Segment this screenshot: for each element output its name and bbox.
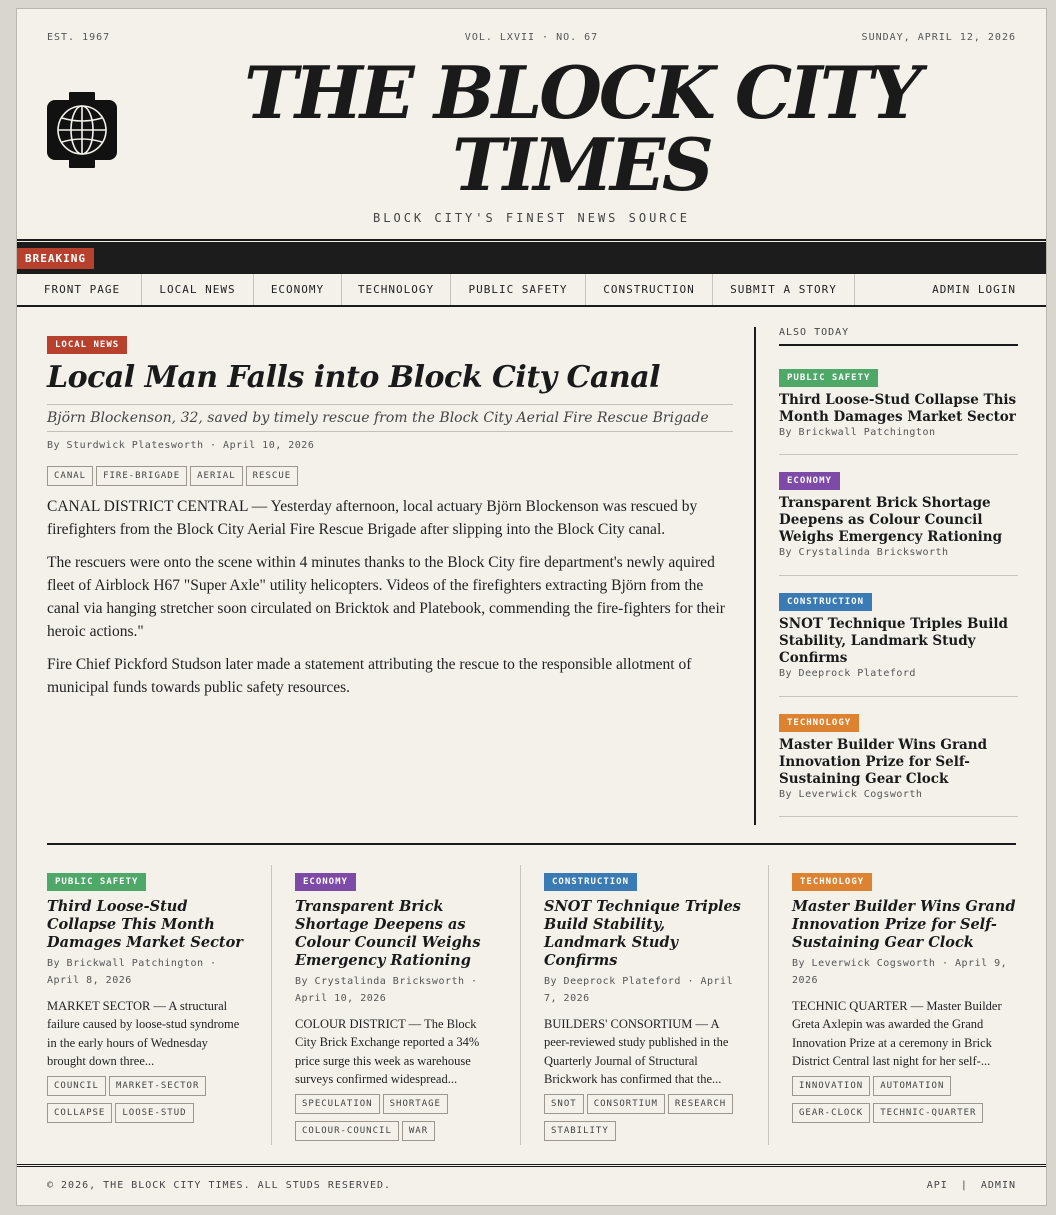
card-excerpt: BUILDERS' CONSORTIUM — A peer-reviewed study published in the Quarterly Journal of Structural Brickwork has confirmed that the... [544,1017,729,1087]
tag[interactable]: CANAL [47,466,93,486]
card-title[interactable]: Third Loose-Stud Collapse This Month Damages Market Sector [47,898,243,951]
lead-headline[interactable]: Local Man Falls into Block City Canal [47,360,661,395]
sidebar-item[interactable] [779,589,1018,697]
card-title[interactable]: SNOT Technique Triples Build Stability, Landmark Study Confirms [544,898,741,969]
api-link[interactable]: API [926,1180,948,1191]
card-byline: By Leverwick Cogsworth · April 9, 2026 [792,958,1008,986]
section-rule [47,843,1016,845]
story-card [544,869,744,1145]
card-tags [47,1073,247,1127]
card-title[interactable]: Master Builder Wins Grand Innovation Prize for Self-Sustaining Gear Clock [792,898,1016,951]
category-badge[interactable]: CONSTRUCTION [544,873,637,891]
page-footer [17,1164,1046,1206]
breaking-badge: BREAKING [17,248,94,269]
nav-front-page[interactable]: FRONT PAGE [17,274,142,305]
card-tags [544,1091,744,1145]
tag[interactable]: TECHNIC-QUARTER [873,1103,983,1123]
card-excerpt: MARKET SECTOR — A structural failure caused by loose-stud syndrome in the early hours of Wednesday brought down three... [47,999,240,1069]
nav-submit-story[interactable]: SUBMIT A STORY [713,274,855,305]
sidebar-item-byline: By Deeprock Plateford [779,668,916,679]
tag[interactable]: WAR [402,1121,435,1141]
sidebar-item[interactable] [779,365,1018,455]
tag[interactable]: MARKET-SECTOR [109,1076,206,1096]
tag[interactable]: GEAR-CLOCK [792,1103,870,1123]
card-divider [271,865,272,1145]
tag[interactable]: INNOVATION [792,1076,870,1096]
lead-tags [47,463,733,485]
category-badge[interactable]: TECHNOLOGY [792,873,872,891]
card-divider [768,865,769,1145]
category-badge[interactable]: ECONOMY [295,873,356,891]
volume-text: VOL. LXVII · NO. 67 [464,32,599,43]
column-divider [754,327,756,825]
also-today-sidebar [779,327,1018,800]
category-badge[interactable]: CONSTRUCTION [779,593,872,611]
tag[interactable]: COUNCIL [47,1076,106,1096]
issue-date: SUNDAY, APRIL 12, 2026 [861,32,1016,43]
masthead-line-1: THE BLOCK CITY [244,50,919,135]
sidebar-item-byline: By Leverwick Cogsworth [779,789,923,800]
tag[interactable]: COLOUR-COUNCIL [295,1121,399,1141]
sidebar-item[interactable] [779,710,1018,817]
lead-deck: Björn Blockenson, 32, saved by timely rescue from the Block City Aerial Fire Rescue Brigade [47,404,733,432]
tag[interactable]: SHORTAGE [383,1094,448,1114]
nav-admin-login[interactable]: ADMIN LOGIN [932,283,1016,296]
copyright-text: © 2026, THE BLOCK CITY TIMES. ALL STUDS RESERVED. [47,1180,392,1191]
masthead-title [217,50,946,207]
lead-paragraph: The rescuers were onto the scene within 4 minutes thanks to the Block City fire department's newly aquired fleet of Airblock H67 "Super Axle" utility helicopters. Videos of the firefighters extracting Björn from the canal via hanging stretcher soon circulated on Bricktok and Platebook, commending the fire-fighters for their heroic actions." [47,554,725,640]
tag[interactable]: SPECULATION [295,1094,380,1114]
masthead-tagline: BLOCK CITY'S FINEST NEWS SOURCE [373,211,690,225]
card-excerpt: TECHNIC QUARTER — Master Builder Greta Axlepin was awarded the Grand Innovation Prize at a ceremony in Brick District Central last night for her self-... [792,999,1002,1069]
globe-brick-icon[interactable] [47,92,117,168]
sidebar-item-title[interactable]: SNOT Technique Triples Build Stability, Landmark Study Confirms [779,616,1008,666]
nav-construction[interactable]: CONSTRUCTION [586,274,713,305]
lead-paragraph: CANAL DISTRICT CENTRAL — Yesterday afternoon, local actuary Björn Blockenson was rescued by firefighters from the Block City Aerial Fire Rescue Brigade after slipping into the Block City canal. [47,498,698,538]
tag[interactable]: RESEARCH [668,1094,733,1114]
sidebar-item-title[interactable]: Transparent Brick Shortage Deepens as Colour Council Weighs Emergency Rationing [779,495,1003,545]
tag[interactable]: LOOSE-STUD [115,1103,193,1123]
tag[interactable]: STABILITY [544,1121,616,1141]
category-badge[interactable]: PUBLIC SAFETY [47,873,146,891]
card-tags [295,1091,495,1145]
story-card [792,869,1018,1127]
established-text: EST. 1967 [47,32,111,43]
card-byline: By Crystalinda Bricksworth · April 10, 2026 [295,976,478,1004]
card-byline: By Brickwall Patchington · April 8, 2026 [47,958,217,986]
category-badge[interactable]: TECHNOLOGY [779,714,859,732]
lead-byline: By Sturdwick Platesworth · April 10, 2026 [47,440,315,451]
card-tags [792,1073,1018,1127]
tag[interactable]: CONSORTIUM [587,1094,665,1114]
nav-technology[interactable]: TECHNOLOGY [342,274,451,305]
sidebar-item-title[interactable]: Third Loose-Stud Collapse This Month Damages Market Sector [779,392,1017,425]
story-card [47,869,247,1127]
story-card [295,869,495,1145]
card-title[interactable]: Transparent Brick Shortage Deepens as Colour Council Weighs Emergency Rationing [295,898,481,969]
sidebar-item-byline: By Brickwall Patchington [779,427,936,438]
footer-links [927,1180,1016,1191]
tag[interactable]: AUTOMATION [873,1076,951,1096]
footer-separator: | [960,1180,968,1191]
category-badge[interactable]: ECONOMY [779,472,840,490]
tag[interactable]: FIRE-BRIGADE [96,466,187,486]
nav-public-safety[interactable]: PUBLIC SAFETY [451,274,586,305]
admin-link[interactable]: ADMIN [980,1180,1016,1191]
card-divider [520,865,521,1145]
card-byline: By Deeprock Plateford · April 7, 2026 [544,976,734,1004]
tag[interactable]: COLLAPSE [47,1103,112,1123]
lead-article [47,332,733,699]
sidebar-heading: ALSO TODAY [779,327,1018,346]
breaking-bar [17,242,1046,274]
nav-local-news[interactable]: LOCAL NEWS [142,274,254,305]
masthead-meta [47,32,1016,46]
sidebar-item-title[interactable]: Master Builder Wins Grand Innovation Prize for Self-Sustaining Gear Clock [779,737,988,787]
card-excerpt: COLOUR DISTRICT — The Block City Brick Exchange reported a 34% price surge this week as warehouse surveys confirmed widespread... [295,1017,480,1087]
category-badge[interactable]: PUBLIC SAFETY [779,369,878,387]
sidebar-item[interactable] [779,468,1018,576]
masthead-rule [17,239,1046,241]
masthead-line-2: TIMES [452,122,711,207]
tag[interactable]: SNOT [544,1094,584,1114]
main-nav [17,274,1046,307]
sidebar-item-byline: By Crystalinda Bricksworth [779,547,949,558]
tag[interactable]: AERIAL [190,466,243,486]
category-badge[interactable]: LOCAL NEWS [47,336,127,354]
lead-paragraph: Fire Chief Pickford Studson later made a statement attributing the rescue to the responsible allotment of municipal funds towards public safety resources. [47,656,692,696]
newspaper-page [16,8,1047,1206]
tag[interactable]: RESCUE [246,466,299,486]
nav-economy[interactable]: ECONOMY [254,274,342,305]
